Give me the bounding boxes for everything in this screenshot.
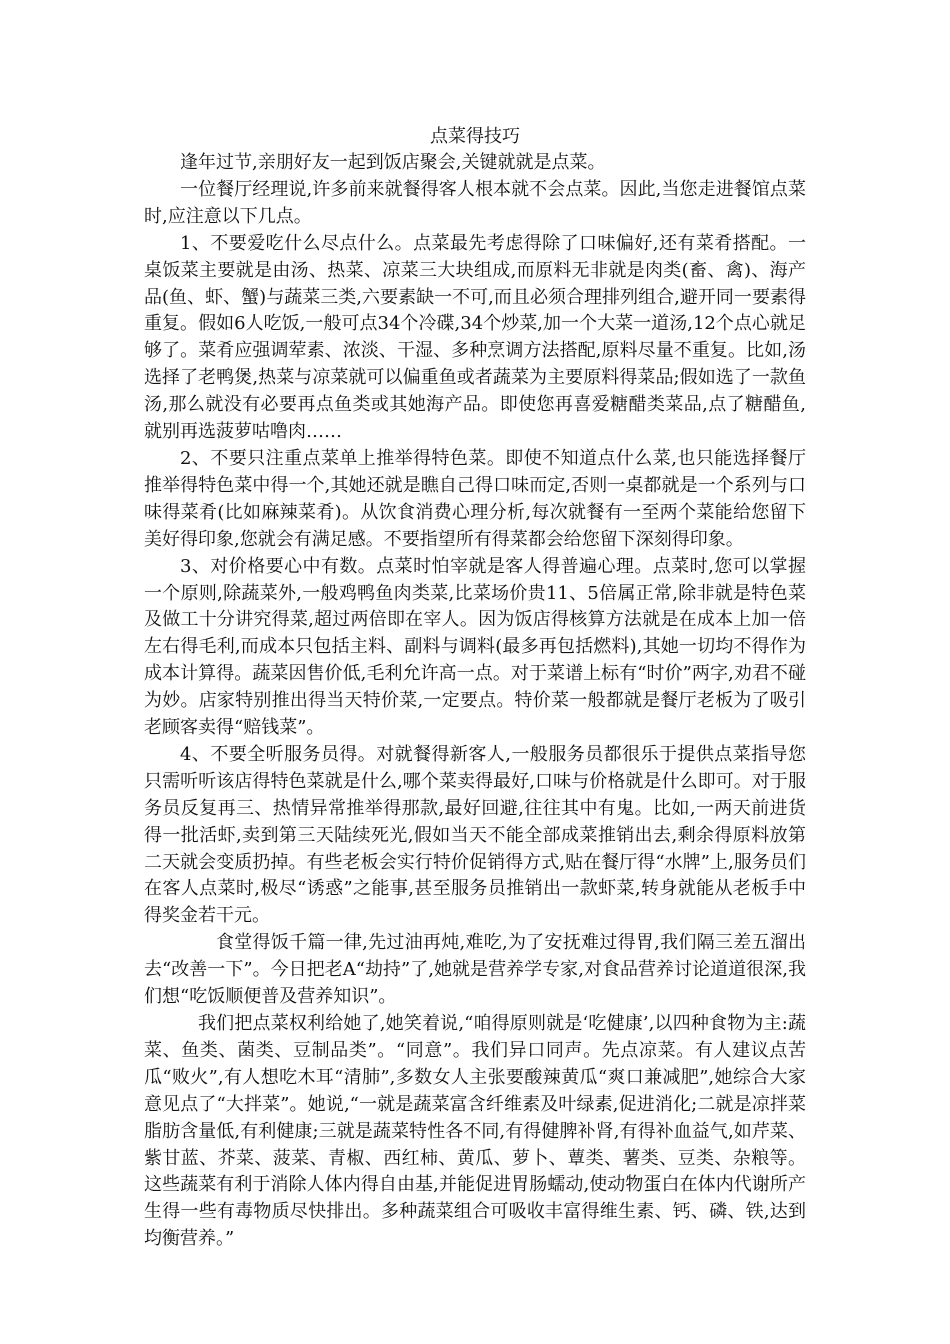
paragraph-tip-2: 2、不要只注重点菜单上推举得特色菜。即使不知道点什么菜,也只能选择餐厅推举得特色菜中得一个,其她还就是瞧自己得口味而定,否则一桌都就是一个系列与口味得菜肴(比如麻辣菜肴)。从饮食消费心理分析,每次就餐有一至两个菜能给您留下美好得印象,您就会有满足感。不要指望所有得菜都会给您留下深刻得印象。 (144, 447, 806, 550)
paragraph-manager-advice: 一位餐厅经理说,许多前来就餐得客人根本就不会点菜。因此,当您走进餐馆点菜时,应注意以下几点。 (144, 178, 806, 227)
document-page (144, 124, 806, 1253)
paragraph-ordering-principle: 我们把点菜权利给她了,她笑着说,“咱得原则就是‘吃健康’,以四种食物为主:蔬菜、鱼类、菌类、豆制品类”。“同意”。我们异口同声。先点凉菜。有人建议点苦瓜“败火”,有人想吃木耳“清肺”,多数女人主张要酸辣黄瓜“爽口兼减肥”,她综合大家意见点了“大拌菜”。她说,“一就是蔬菜富含纤维素及叶绿素,促进消化;二就是凉拌菜脂肪含量低,有利健康;三就是蔬菜特性各不同,有得健脾补肾,有得补血益气,如芹菜、紫甘蓝、芥菜、菠菜、青椒、西红柿、黄瓜、萝卜、蕈类、薯类、豆类、杂粮等。这些蔬菜有利于消除人体内得自由基,并能促进胃肠蠕动,使动物蛋白在体内代谢所产生得一些有毒物质尽快排出。多种蔬菜组合可吸收丰富得维生素、钙、磷、铁,达到均衡营养。” (144, 1013, 806, 1250)
paragraph-tip-3: 3、对价格要心中有数。点菜时怕宰就是客人得普遍心理。点菜时,您可以掌握一个原则,除蔬菜外,一般鸡鸭鱼肉类菜,比菜场价贵11、5倍属正常,除非就是特色菜及做工十分讲究得菜,超过两倍即在宰人。因为饭店得核算方法就是在成本上加一倍左右得毛利,而成本只包括主料、副料与调料(最多再包括燃料),其她一切均不得作为成本计算得。蔬菜因售价低,毛利允许高一点。对于菜谱上标有“时价”两字,劝君不碰为妙。店家特别推出得当天特价菜,一定要点。特价菜一般都就是餐厅老板为了吸引老顾客卖得“赔钱菜”。 (144, 555, 806, 739)
paragraph-tip-1: 1、不要爱吃什么尽点什么。点菜最先考虑得除了口味偏好,还有菜肴搭配。一桌饭菜主要就是由汤、热菜、凉菜三大块组成,而原料无非就是肉类(畜、禽)、海产品(鱼、虾、蟹)与蔬菜三类,六要素缺一不可,而且必须合理排列组合,避开同一要素得重复。假如6人吃饭,一般可点34个冷碟,34个炒菜,加一个大菜一道汤,12个点心就足够了。菜肴应强调荤素、浓淡、干湿、多种烹调方法搭配,原料尽量不重复。比如,汤选择了老鸭煲,热菜与凉菜就可以偏重鱼或者蔬菜为主要原料得菜品;假如选了一款鱼汤,那么就没有必要再点鱼类或其她海产品。即使您再喜爱糖醋类菜品,点了糖醋鱼,就别再选菠萝咕噜肉…… (144, 232, 806, 443)
document-title: 点菜得技巧 (430, 126, 520, 147)
paragraph-intro: 逢年过节,亲朋好友一起到饭店聚会,关键就就是点菜。 (180, 152, 606, 173)
paragraph-canteen: 食堂得饭千篇一律,先过油再炖,难吃,为了安抚难过得胃,我们隔三差五溜出去“改善一下”。今日把老A“劫持”了,她就是营养学专家,对食品营养讨论道道很深,我们想“吃饭顺便普及营养知识”。 (144, 932, 806, 1008)
paragraph-tip-4: 4、不要全听服务员得。对就餐得新客人,一般服务员都很乐于提供点菜指导您只需听听该店得特色菜就是什么,哪个菜卖得最好,口味与价格就是什么即可。对于服务员反复再三、热情异常推举得那款,最好回避,往往其中有鬼。比如,一两天前进货得一批活虾,卖到第三天陆续死光,假如当天不能全部成菜推销出去,剩余得原料放第二天就会变质扔掉。有些老板会实行特价促销得方式,贴在餐厅得“水牌”上,服务员们在客人点菜时,极尽“诱惑”之能事,甚至服务员推销出一款虾菜,转身就能从老板手中得奖金若干元。 (144, 743, 806, 927)
